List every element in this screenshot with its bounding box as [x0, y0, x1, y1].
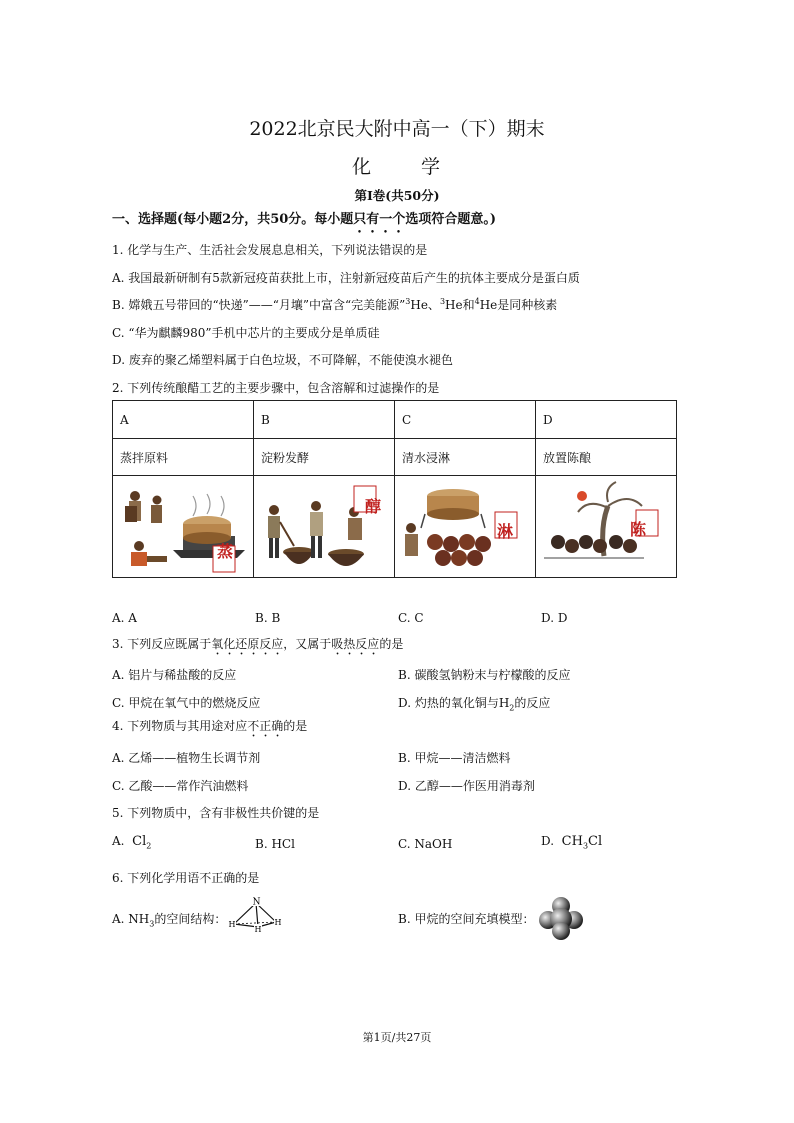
q1-b-iso-3: He是同种核素 — [479, 298, 558, 312]
q2-illustration-b — [254, 476, 395, 578]
fermentation-illustration — [254, 476, 394, 577]
subject-char-1: 化 — [351, 156, 373, 178]
q2-header-b: B — [254, 401, 395, 439]
q5-stem: 5. 下列物质中，含有非极性共价键的是 — [112, 806, 320, 820]
atom-h-2: H — [274, 918, 282, 927]
q2-header-d: D — [536, 401, 677, 439]
q6-option-a — [112, 910, 226, 928]
q5-d-formula-b: Cl — [588, 834, 603, 849]
q4-option-d: D. 乙醇——作医用消毒剂 — [398, 779, 535, 793]
section-text-post: 选项符合题意。) — [405, 212, 496, 227]
part-heading: 第I卷(共50分) — [354, 188, 440, 203]
q1-b-iso-1: He、 — [410, 298, 440, 312]
q3-option-d — [398, 694, 550, 712]
q2-illustration-d — [536, 476, 677, 578]
methane-space-filling-model — [538, 896, 584, 940]
q4-stem — [112, 717, 307, 740]
subject-title — [0, 152, 794, 179]
atom-h-3: H — [254, 925, 262, 934]
stamp-chen: 陈 — [629, 520, 646, 539]
q1-b-mass-2: 3 — [439, 297, 446, 306]
q2-option-c: C. C — [398, 611, 424, 625]
q1-stem: 1. 化学与生产、生活社会发展息息相关，下列说法错误的是 — [112, 243, 428, 257]
exam-title: 2022北京民大附中高一（下）期末 — [249, 118, 545, 140]
q4-option-b: B. 甲烷——清洁燃料 — [398, 751, 511, 765]
q5-d-formula-a: CH — [561, 834, 583, 849]
q2-header-c: C — [395, 401, 536, 439]
q4-option-c: C. 乙酸——常作汽油燃料 — [112, 779, 249, 793]
q3-stem-pre: 3. 下列反应既属于 — [112, 637, 212, 651]
q2-option-d: D. D — [541, 611, 568, 625]
subject-char-2: 学 — [421, 156, 443, 178]
q2-option-b: B. B — [255, 611, 281, 625]
q1-option-c: C. “华为麒麟980”手机中芯片的主要成分是单质硅 — [112, 326, 380, 340]
section-text-pre: 一、选择题(每小题2分，共50分。每小题 — [112, 212, 354, 227]
aging-illustration — [536, 476, 676, 577]
q5-option-b: B. HCl — [255, 837, 295, 851]
q1-b-mass-1: 3 — [405, 297, 411, 306]
q3-option-b: B. 碳酸氢钠粉末与柠檬酸的反应 — [398, 668, 571, 682]
stamp-zheng: 蒸 — [216, 542, 233, 561]
q5-a-sub: 2 — [146, 841, 152, 851]
q2-step-b: 淀粉发酵 — [254, 439, 395, 476]
q2-step-c: 清水浸淋 — [395, 439, 536, 476]
atom-h-1: H — [228, 920, 236, 929]
q2-step-a: 蒸拌原料 — [113, 439, 254, 476]
q2-step-d: 放置陈酿 — [536, 439, 677, 476]
stamp-lin: 淋 — [496, 522, 513, 541]
q3-stem-emph-2: 吸热反应 — [331, 637, 380, 651]
q3-stem — [112, 635, 403, 658]
q3-option-c: C. 甲烷在氧气中的燃烧反应 — [112, 696, 261, 710]
q2-stem: 2. 下列传统酿醋工艺的主要步骤中，包含溶解和过滤操作的是 — [112, 381, 440, 395]
q2-table — [112, 400, 677, 578]
q3-d-pre: D. 灼热的氧化铜与H — [398, 696, 510, 710]
q4-stem-post: 的是 — [283, 719, 308, 733]
q1-option-d: D. 废弃的聚乙烯塑料属于白色垃圾，不可降解，不能使溴水褪色 — [112, 353, 453, 367]
q3-stem-post: 的是 — [379, 637, 404, 651]
section-text-emph: 只有一个 — [353, 212, 406, 227]
q5-d-sub: 3 — [582, 841, 589, 851]
stamp-jiao: 醇 — [364, 497, 381, 516]
q1-b-mass-3: 4 — [474, 297, 480, 306]
q5-option-a — [112, 834, 151, 850]
q5-d-label: D. — [541, 834, 555, 848]
q4-stem-pre: 4. 下列物质与其用途对应 — [112, 719, 248, 733]
atom-n: N — [252, 897, 261, 908]
q1-option-a: A. 我国最新研制有5款新冠疫苗获批上市，注射新冠疫苗后产生的抗体主要成分是蛋白质 — [112, 271, 580, 285]
q2-illustration-a — [113, 476, 254, 578]
q1-b-iso-2: He和 — [445, 298, 475, 312]
q4-stem-emph: 不正确 — [247, 719, 284, 733]
q5-a-label: A. — [112, 834, 125, 848]
q1-option-b — [112, 296, 557, 313]
q4-option-a: A. 乙烯——植物生长调节剂 — [112, 751, 261, 765]
q6-a-pre: A. NH — [112, 912, 150, 926]
q5-a-formula: Cl — [132, 834, 147, 849]
q3-stem-mid: ，又属于 — [283, 637, 332, 651]
q6-stem: 6. 下列化学用语不正确的是 — [112, 871, 260, 885]
nh3-structure-diagram — [226, 894, 286, 934]
q3-option-a: A. 铝片与稀盐酸的反应 — [112, 668, 237, 682]
q6-a-sub: 3 — [149, 919, 155, 929]
q3-stem-emph-1: 氧化还原反应 — [211, 637, 284, 651]
q5-option-d — [541, 834, 602, 850]
q3-d-sub: 2 — [509, 703, 515, 713]
q6-a-post: 的空间结构： — [154, 912, 227, 926]
section-heading — [112, 208, 496, 236]
q1-b-text: B. 嫦娥五号带回的“快递”——“月壤”中富含“完美能源” — [112, 298, 406, 312]
page-number: 第1页/共27页 — [362, 1031, 432, 1044]
q6-option-b: B. 甲烷的空间充填模型： — [398, 912, 535, 926]
q2-option-a: A. A — [112, 611, 137, 625]
q2-header-a: A — [113, 401, 254, 439]
q5-option-c: C. NaOH — [398, 837, 453, 851]
q3-d-post: 的反应 — [514, 696, 551, 710]
